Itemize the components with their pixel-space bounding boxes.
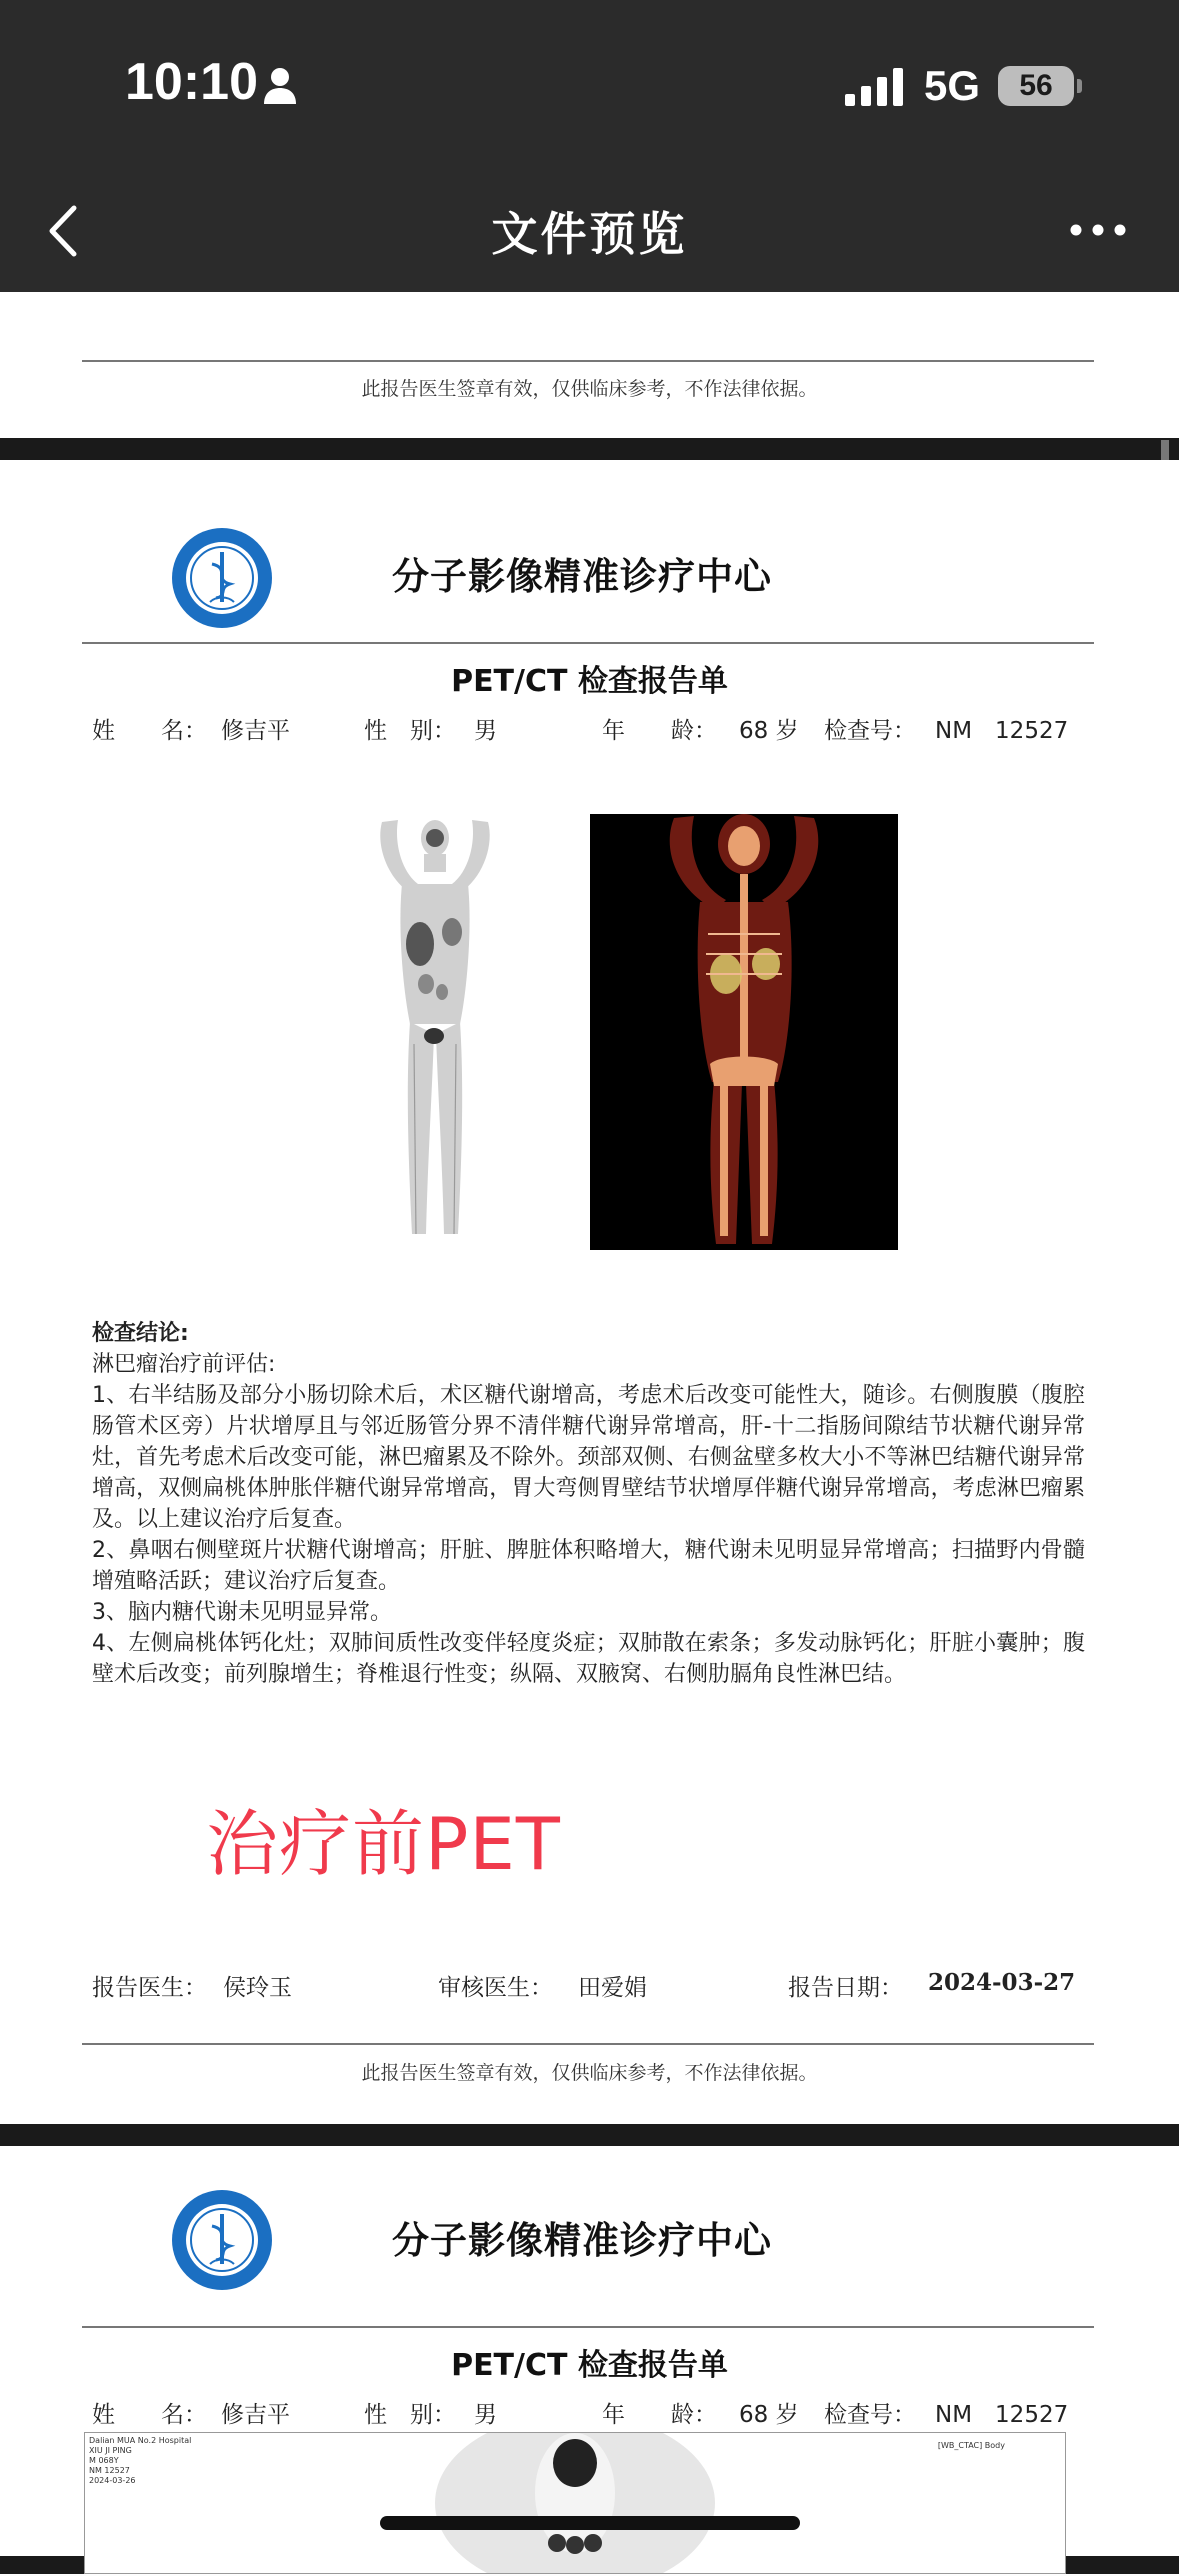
scroll-indicator[interactable] xyxy=(1161,440,1169,460)
hospital-logo-icon xyxy=(170,526,274,630)
document-page-3[interactable] xyxy=(0,2146,1179,2556)
conclusion-section xyxy=(92,1318,1085,1690)
conclusion-item: 3、脑内糖代谢未见明显异常。 xyxy=(92,1600,392,1625)
scan-image-frame xyxy=(84,2432,1066,2574)
patient-info-row xyxy=(92,712,1092,748)
page2-disclaimer: 此报告医生签章有效，仅供临床参考，不作法律依据。 xyxy=(361,2062,818,2084)
conclusion-item: 2、鼻咽右侧壁斑片状糖代谢增高；肝脏、脾脏体积略增大，糖代谢未见明显异常增高；扫描野内骨髓增殖略活跃；建议治疗后复查。 xyxy=(92,1538,1085,1594)
pet-axial-image xyxy=(425,2433,725,2573)
handwritten-annotation: 治疗前PET xyxy=(206,1802,561,1886)
page1-disclaimer: 此报告医生签章有效，仅供临床参考，不作法律依据。 xyxy=(361,378,818,400)
nav-bar xyxy=(0,170,1179,292)
scan-meta-line: M 068Y xyxy=(89,2456,119,2465)
review-doctor: 田爱娟 xyxy=(578,1975,647,2001)
header-rule xyxy=(82,642,1094,644)
pet-ct-fusion-image xyxy=(590,814,898,1250)
age-label: 年 龄： xyxy=(602,718,717,744)
reviewer-label: 审核医生： xyxy=(438,1975,553,2001)
patient-name: 修吉平 xyxy=(221,2402,290,2428)
home-indicator[interactable] xyxy=(380,2516,800,2530)
battery-icon xyxy=(998,66,1074,106)
center-name: 分子影像精准诊疗中心 xyxy=(392,2219,772,2262)
status-time: 10:10 xyxy=(125,53,258,111)
scan-meta-line: XIU JI PING xyxy=(89,2446,132,2455)
header-rule xyxy=(82,2326,1094,2328)
conclusion-item: 1、右半结肠及部分小肠切除术后，术区糖代谢增高，考虑术后改变可能性大，随诊。右侧腹膜（腹腔肠管术区旁）片状增厚且与邻近肠管分界不清伴糖代谢异常增高，肝-十二指肠间隙结节状糖代谢异常灶，首先考虑术后改变可能，淋巴瘤累及不除外。颈部双侧、右侧盆壁多枚大小不等淋巴结糖代谢异常增高，双侧扁桃体肿胀伴糖代谢异常增高，胃大弯侧胃壁结节状增厚伴糖代谢异常增高，考虑淋巴瘤累及。以上建议治疗后复查。 xyxy=(92,1383,1085,1532)
exam-label: 检查号： xyxy=(824,2402,916,2428)
patient-sex: 男 xyxy=(474,2402,497,2428)
signal-icon xyxy=(845,68,905,106)
report-doctor: 侯玲玉 xyxy=(223,1975,292,2001)
scan-meta-line: 2024-03-26 xyxy=(89,2476,136,2485)
conclusion-heading: 检查结论: xyxy=(92,1321,189,1346)
scan-meta-line: Dalian MUA No.2 Hospital xyxy=(89,2436,192,2445)
pet-mip-image xyxy=(362,814,508,1250)
report-title: PET/CT 检查报告单 xyxy=(451,664,728,699)
footer-rule xyxy=(82,360,1094,362)
patient-info-row xyxy=(92,2396,1092,2432)
center-name: 分子影像精准诊疗中心 xyxy=(392,555,772,598)
scan-meta-line: NM 12527 xyxy=(89,2466,130,2475)
scan-series-label: [WB_CTAC] Body xyxy=(937,2441,1005,2450)
exam-number: NM 12527 xyxy=(935,718,1069,744)
signature-row xyxy=(0,1969,1179,2009)
patient-sex: 男 xyxy=(474,718,497,744)
footer-rule xyxy=(82,2043,1094,2045)
exam-number: NM 12527 xyxy=(935,2402,1069,2428)
more-options-icon[interactable] xyxy=(1066,210,1130,250)
patient-name: 修吉平 xyxy=(221,718,290,744)
name-label: 姓 名： xyxy=(92,718,207,744)
patient-age: 68 岁 xyxy=(739,718,799,744)
network-label: 5G xyxy=(924,62,981,109)
doctor-label: 报告医生： xyxy=(92,1975,207,2001)
scan-metadata xyxy=(89,2436,191,2486)
report-title: PET/CT 检查报告单 xyxy=(451,2348,728,2383)
age-label: 年 龄： xyxy=(602,2402,717,2428)
document-page-1[interactable] xyxy=(0,292,1179,438)
date-label: 报告日期： xyxy=(788,1975,903,2001)
conclusion-item: 4、左侧扁桃体钙化灶；双肺间质性改变伴轻度炎症；双肺散在索条；多发动脉钙化；肝脏小囊肿；腹壁术后改变；前列腺增生；脊椎退行性变；纵隔、双腋窝、右侧肋膈角良性淋巴结。 xyxy=(92,1631,1085,1687)
sex-label: 性 别： xyxy=(364,718,456,744)
person-icon xyxy=(262,66,298,106)
document-page-2[interactable] xyxy=(0,460,1179,2124)
battery-level: 56 xyxy=(1019,69,1053,102)
hospital-logo-icon xyxy=(170,2188,274,2292)
conclusion-subheading: 淋巴瘤治疗前评估: xyxy=(92,1352,276,1377)
exam-label: 检查号： xyxy=(824,718,916,744)
report-date: 2024-03-27 xyxy=(928,1969,1076,1996)
page-title: 文件预览 xyxy=(491,207,688,261)
status-bar xyxy=(0,0,1179,170)
sex-label: 性 别： xyxy=(364,2402,456,2428)
name-label: 姓 名： xyxy=(92,2402,207,2428)
patient-age: 68 岁 xyxy=(739,2402,799,2428)
battery-tip xyxy=(1077,79,1082,93)
